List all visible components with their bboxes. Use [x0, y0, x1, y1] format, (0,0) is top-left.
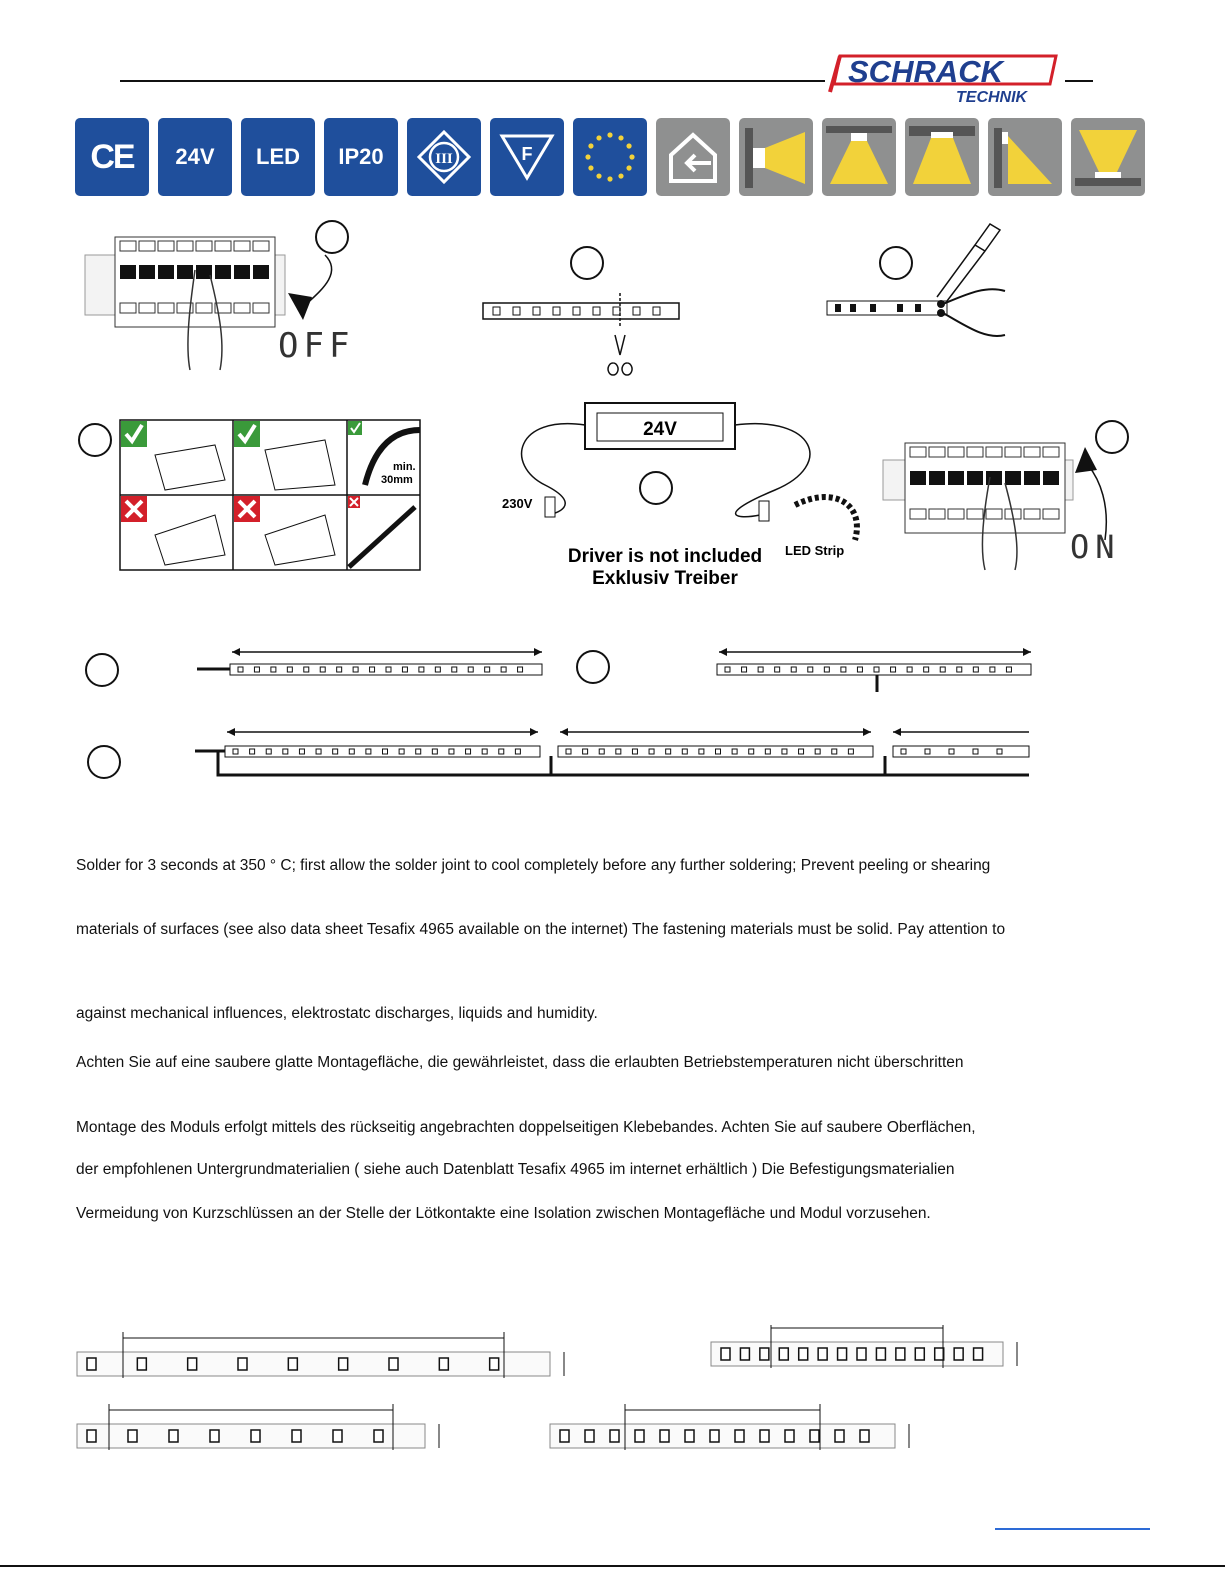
mounting-guide [120, 420, 420, 570]
installation-steps [75, 215, 1155, 595]
step-2-circle [571, 247, 603, 279]
f-mark-icon [490, 118, 564, 196]
min-value: 30mm [381, 474, 413, 486]
driver-note-de: Exklusiv Treiber [592, 568, 738, 589]
svg-text:F: F [521, 144, 533, 164]
driver-note-en: Driver is not included [567, 546, 763, 567]
class-iii-icon [407, 118, 481, 196]
text-line-2: materials of surfaces (see also data sheet Tesafix 4965 available on the internet) The fastening materials must be solid. Pay attention to [76, 921, 1006, 938]
indoor-icon [656, 118, 730, 196]
solder-strip [827, 224, 1005, 336]
step-3-circle [880, 247, 912, 279]
text-line-7: Vermeidung von Kurzschlüssen an der Stelle der Lötkontakte eine Isolation zwischen Montagefläche und Modul vorzusehen. [76, 1205, 931, 1222]
step-1-circle [316, 221, 348, 253]
wall-light-icon [739, 118, 813, 196]
header-rule-right [1065, 80, 1093, 82]
ceiling-light-icon [822, 118, 896, 196]
mains-voltage: 230V [502, 496, 533, 511]
led-icon: LED [241, 118, 315, 196]
step-6-circle [1096, 421, 1128, 453]
text-line-4: Achten Sie auf eine saubere glatte Montagefläche, die gewährleistet, dass die erlaubten Betriebstemperaturen nicht überschritten [76, 1054, 964, 1071]
text-line-6: der empfohlenen Untergrundmaterialien ( siehe auch Datenblatt Tesafix 4965 im internet erhältlich ) Die Befestigungsmaterialien [76, 1161, 955, 1178]
min-label: min. [393, 461, 416, 473]
text-line-5: Montage des Moduls erfolgt mittels des rückseitig angebrachten doppelseitigen Klebebandes. Achten Sie auf saubere Oberflächen, [76, 1119, 976, 1136]
step-4-circle [79, 424, 111, 456]
24v-icon: 24V [158, 118, 232, 196]
eu-icon [573, 118, 647, 196]
svg-text:III: III [435, 151, 453, 167]
led-strip-label: LED Strip [785, 543, 845, 558]
strip-dimension-drawings [75, 1325, 1155, 1465]
driver-wiring [502, 403, 857, 558]
text-line-1: Solder for 3 seconds at 350 ° C; first allow the solder joint to cool completely before any further soldering; Prevent peeling or shearing [76, 857, 991, 874]
schrack-logo [826, 52, 1066, 106]
ip20-icon: IP20 [324, 118, 398, 196]
floor-light-icon [1071, 118, 1145, 196]
icon-row [75, 118, 1145, 196]
breaker-panel-off [85, 237, 285, 370]
page-bottom-rule [0, 1565, 1225, 1567]
wiring-layouts [75, 640, 1155, 790]
logo-text-technik: TECHNIK [956, 89, 1028, 106]
logo-text-schrack: SCHRACK [848, 54, 1003, 89]
cut-strip [483, 293, 679, 375]
header-rule [120, 80, 825, 82]
on-label: ON [1070, 528, 1121, 566]
off-label: OFF [278, 326, 355, 366]
footer-link-line [995, 1528, 1150, 1530]
step-5-circle [640, 472, 672, 504]
ce-mark-icon: CE [75, 118, 149, 196]
text-line-3: against mechanical influences, elektrostatc discharges, liquids and humidity. [76, 1005, 598, 1022]
wall-wash-icon [988, 118, 1062, 196]
driver-voltage: 24V [643, 419, 677, 440]
recessed-light-icon [905, 118, 979, 196]
